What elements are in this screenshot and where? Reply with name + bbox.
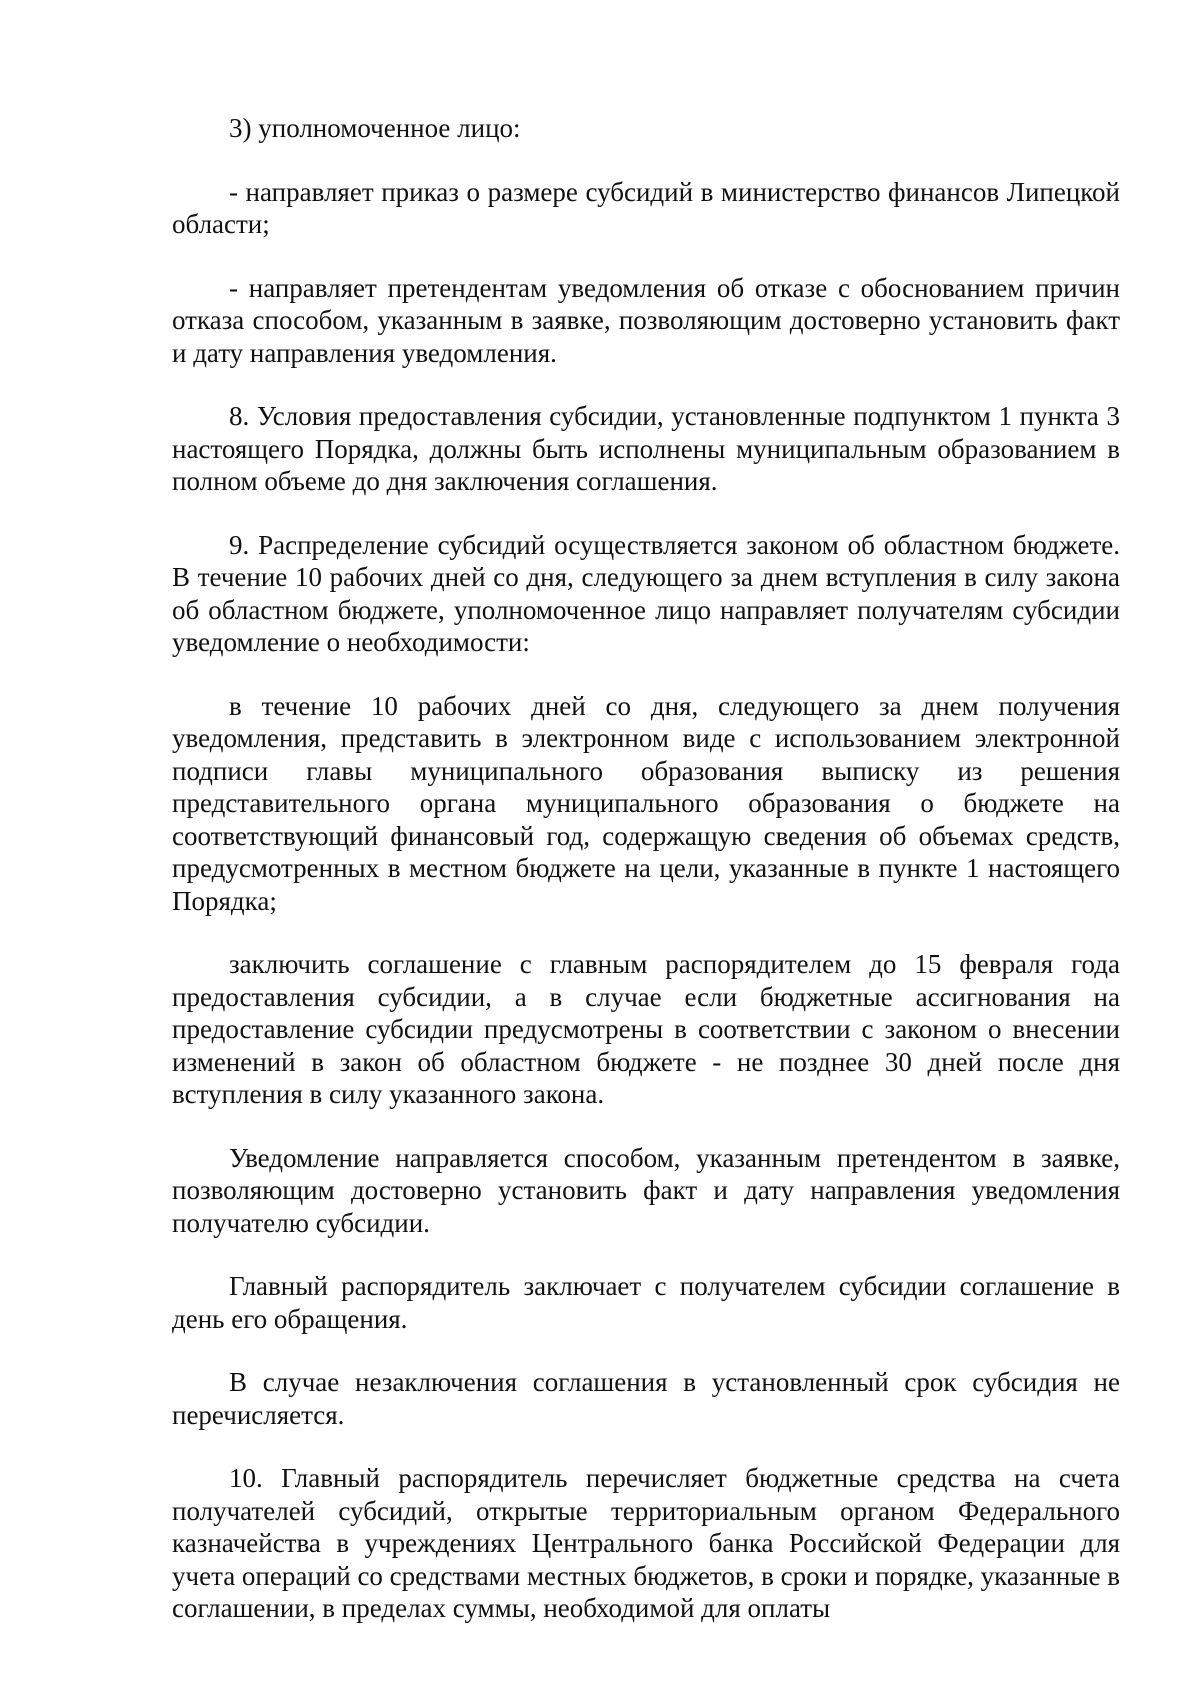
paragraph-submit-extract: в течение 10 рабочих дней со дня, следующего за днем получения уведомления, представить в электронном виде с использованием электронной подписи главы муниципального образования выписку из решения представительного органа муниципального образования о бюджете на соответствующий финансовый год, содержащую сведения об объемах средств, предусмотренных в местном бюджете на цели, указанные в пункте 1 настоящего Порядка; [172, 690, 1120, 916]
paragraph-9-distribution: 9. Распределение субсидий осуществляется законом об областном бюджете. В течение 10 рабочих дней со дня, следующего за днем вступления в силу закона об областном бюджете, уполномоченное лицо направляет получателям субсидии уведомление о необходимости: [172, 529, 1120, 657]
paragraph-notice-method: Уведомление направляется способом, указанным претендентом в заявке, позволяющим достоверно установить факт и дату направления уведомления получателю субсидии. [172, 1142, 1120, 1238]
paragraph-10-transfer: 10. Главный распорядитель перечисляет бюджетные средства на счета получателей субсидий, открытые территориальным органом Федерального казначейства в учреждениях Центрального банка Российской Федерации для учета операций со средствами местных бюджетов, в сроки и порядке, указанные в соглашении, в пределах суммы, необходимой для оплаты [172, 1463, 1120, 1623]
paragraph-agreement-day: Главный распорядитель заключает с получателем субсидии соглашение в день его обращения. [172, 1271, 1120, 1334]
paragraph-send-refusal-notices: - направляет претендентам уведомления об отказе с обоснованием причин отказа способом, указанным в заявке, позволяющим достоверно установить факт и дату направления уведомления. [172, 272, 1120, 368]
paragraph-send-order-ministry: - направляет приказ о размере субсидий в министерство финансов Липецкой области; [172, 176, 1120, 239]
paragraph-no-agreement: В случае незаключения соглашения в установленный срок субсидия не перечисляется. [172, 1367, 1120, 1430]
paragraph-item-3-authorized-person: 3) уполномоченное лицо: [229, 113, 521, 143]
paragraph-8-conditions: 8. Условия предоставления субсидии, установленные подпунктом 1 пункта 3 настоящего Порядка, должны быть исполнены муниципальным образованием в полном объеме до дня заключения соглашения. [172, 401, 1120, 496]
paragraph-conclude-agreement: заключить соглашение с главным распорядителем до 15 февраля года предоставления субсидии, а в случае если бюджетные ассигнования на предоставление субсидии предусмотрены в соответствии с законом о внесении изменений в закон об областном бюджете - не позднее 30 дней после дня вступления в силу указанного закона. [172, 949, 1120, 1109]
document-body [172, 112, 1120, 1656]
